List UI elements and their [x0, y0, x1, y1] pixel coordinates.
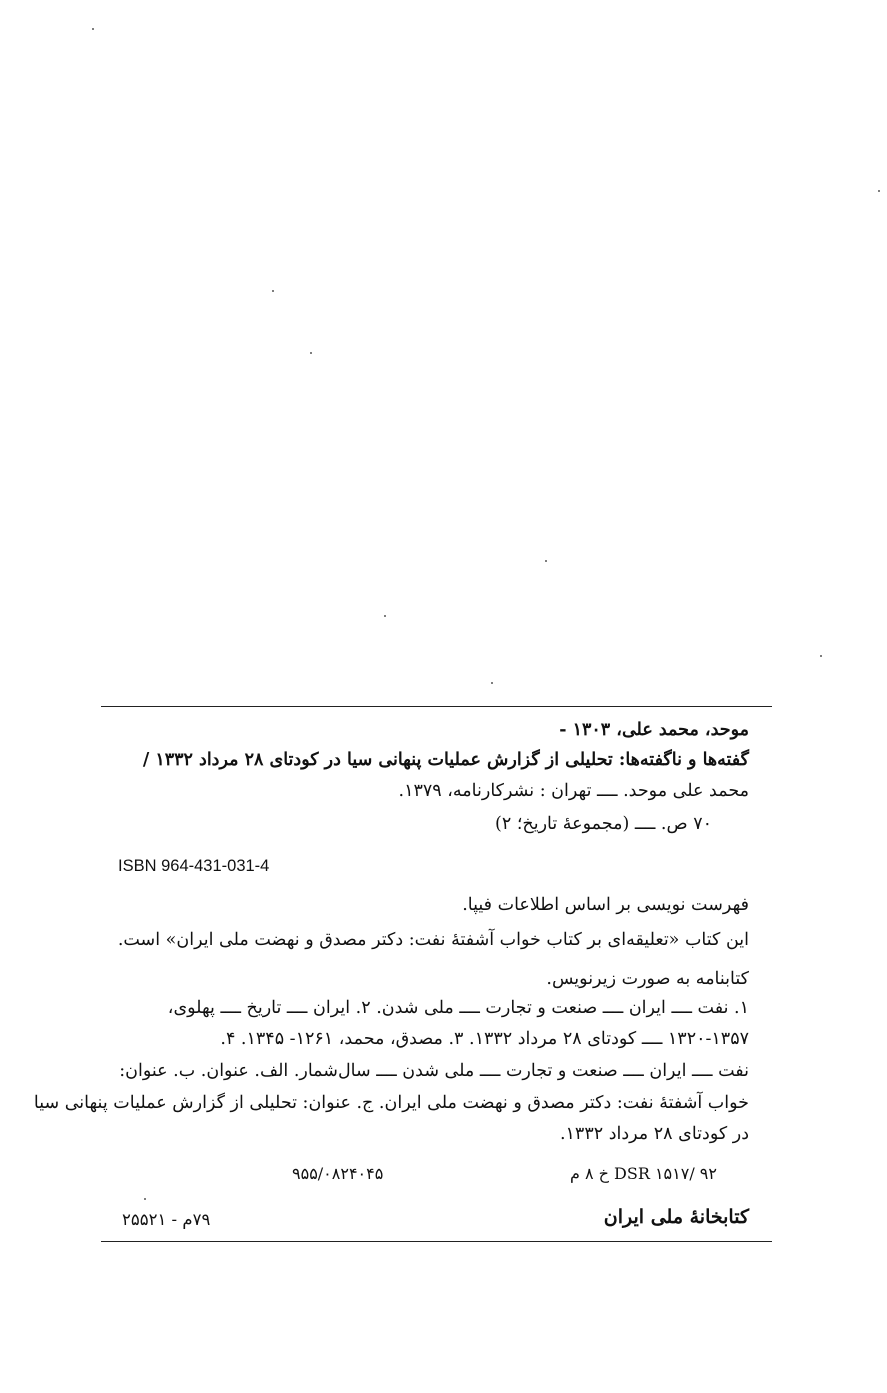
top-rule [101, 706, 772, 707]
class-number: DSR ۱۵۱۷/ ۹۲ خ ۸ م [569, 1164, 717, 1183]
scan-speck [310, 352, 312, 354]
scan-speck [491, 682, 493, 684]
subjects-line-3: نفت ــــ ایران ــــ صنعت و تجارت ــــ ملی شدن ــــ سال‌شمار. الف. عنوان. ب. عنوان: [119, 1061, 749, 1081]
isbn: ISBN 964-431-031-4 [118, 857, 270, 875]
author-heading: موحد، محمد علی، ۱۳۰۳ - [559, 720, 749, 740]
title-line-3: ۷۰ ص. ــــ (مجموعهٔ تاریخ؛ ۲) [495, 814, 712, 834]
scan-speck [545, 560, 547, 562]
title-line-2: محمد علی موحد. ــــ تهران : نشرکارنامه، ۱۳۷۹. [398, 781, 749, 801]
subjects-line-4: خواب آشفتهٔ نفت: دکتر مصدق و نهضت ملی ایران. ج. عنوان: تحلیلی از گزارش عملیات پنهانی سیا [33, 1093, 749, 1113]
bottom-rule [101, 1241, 772, 1242]
scan-speck [820, 655, 822, 657]
title-line-1: گفته‌ها و ناگفته‌ها: تحلیلی از گزارش عملیات پنهانی سیا در کودتای ۲۸ مرداد ۱۳۳۲ / [142, 750, 749, 770]
subjects-line-2: ۱۳۲۰-۱۳۵۷ ــــ کودتای ۲۸ مرداد ۱۳۳۲. ۳. مصدق، محمد، ۱۲۶۱- ۱۳۴۵. ۴. [220, 1029, 749, 1049]
scan-speck [92, 28, 94, 30]
subjects-line-1: ۱. نفت ــــ ایران ــــ صنعت و تجارت ــــ ملی شدن. ۲. ایران ــــ تاریخ ــــ پهلوی، [167, 998, 749, 1018]
basis-note: این کتاب «تعلیقه‌ای بر کتاب خواب آشفتهٔ نفت: دکتر مصدق و نهضت ملی ایران» است. [117, 930, 749, 950]
subjects-line-5: در کودتای ۲۸ مرداد ۱۳۳۲. [559, 1124, 749, 1144]
dewey-number: ۹۵۵/۰۸۲۴۰۴۵ [292, 1164, 384, 1183]
fipa-note: فهرست نویسی بر اساس اطلاعات فیپا. [462, 895, 749, 915]
scan-speck [878, 190, 880, 192]
scan-speck [384, 615, 386, 617]
record-number: ۷۹م - ۲۵۵۲۱ [122, 1210, 211, 1229]
scan-speck [144, 1198, 146, 1200]
scan-speck [272, 290, 274, 292]
bibliography-note: کتابنامه به صورت زیرنویس. [546, 969, 749, 989]
library-name: کتابخانهٔ ملی ایران [603, 1206, 749, 1228]
